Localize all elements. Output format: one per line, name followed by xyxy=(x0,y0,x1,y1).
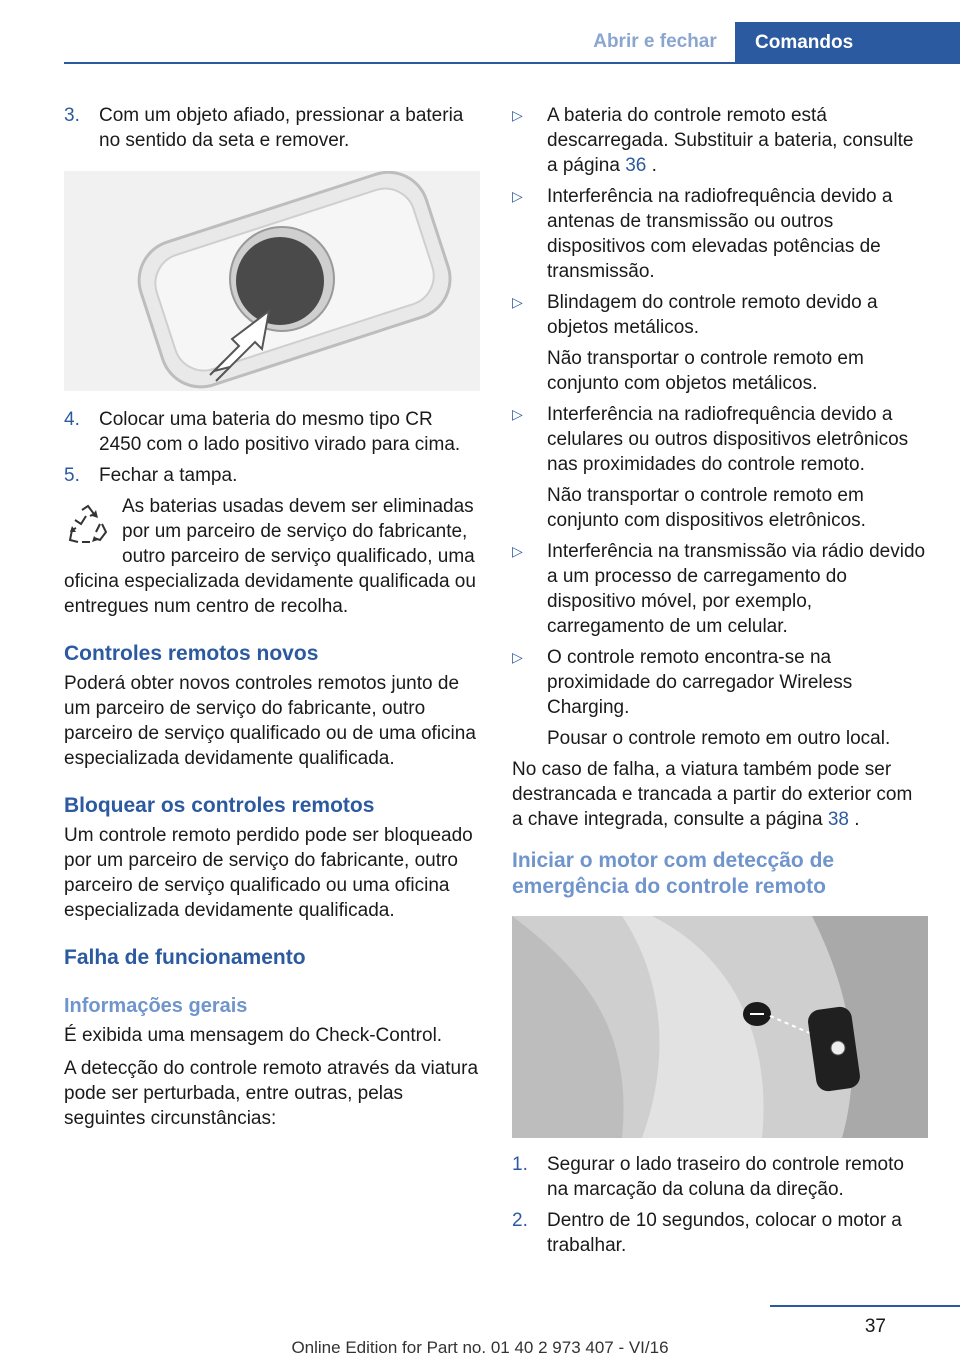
section-tab-comandos[interactable]: Comandos xyxy=(735,22,960,64)
bullet-text-end: . xyxy=(646,155,657,176)
bullet-text: Interferência na transmissão via rádio devido a um processo de carregamento do dispositivo móvel, por exemplo, carregamento de um celular. xyxy=(547,541,926,637)
bullet-triangle-icon: ▷ xyxy=(512,294,523,310)
bullet-triangle-icon: ▷ xyxy=(512,406,523,422)
footer-rule xyxy=(770,1305,960,1307)
step-4 xyxy=(64,407,480,457)
step-2 xyxy=(512,1208,928,1258)
step-text: Fechar a tampa. xyxy=(99,465,238,486)
bullet-sub-metal: Não transportar o controle remoto em conjunto com objetos metálicos. xyxy=(547,348,864,394)
footer-edition: Online Edition for Part no. 01 40 2 973 407 - VI/16 xyxy=(291,1338,669,1357)
recycling-text: As baterias usadas devem ser eliminadas por um parceiro de serviço do fabricante, outro parceiro de serviço qualificado, uma oficina especializada devidamente qualificada ou entregues num centro de recolha. xyxy=(64,496,476,617)
battery-removal-illustration xyxy=(64,171,480,391)
step-text: Colocar uma bateria do mesmo tipo CR 2450 com o lado positivo virado para cima. xyxy=(99,409,461,455)
paragraph-block-remotes: Um controle remoto perdido pode ser bloqueado por um parceiro de serviço do fabricante, outro parceiro de serviço qualificado ou uma oficina especializada devidamente qualificada. xyxy=(64,825,473,921)
step-number: 1. xyxy=(512,1154,528,1175)
section-tab-abrir-e-fechar[interactable]: Abrir e fechar xyxy=(593,31,717,52)
step-5 xyxy=(64,463,480,488)
bullet-text: Interferência na radiofrequência devido a antenas de transmissão ou outros dispositivos com elevadas potências de transmissão. xyxy=(547,186,893,282)
header-rule xyxy=(64,62,960,64)
heading-block-remotes: Bloquear os controles remotos xyxy=(64,794,375,817)
heading-malfunction: Falha de funcionamento xyxy=(64,946,306,969)
bullet-triangle-icon: ▷ xyxy=(512,188,523,204)
step-number: 3. xyxy=(64,105,80,126)
left-column xyxy=(64,103,480,1139)
right-column xyxy=(512,103,928,1264)
recycle-icon xyxy=(64,502,112,550)
step-number: 5. xyxy=(64,465,80,486)
bullet-sub-wireless: Pousar o controle remoto em outro local. xyxy=(547,728,891,749)
paragraph-text: No caso de falha, a viatura também pode ser destrancada e trancada a partir do exterior com a chave integrada, consulte a página xyxy=(512,759,913,830)
paragraph-check-control: É exibida uma mensagem do Check-Control. xyxy=(64,1025,443,1046)
bullet-battery-low xyxy=(512,103,928,178)
bullet-text: O controle remoto encontra-se na proximidade do carregador Wireless Charging. xyxy=(547,647,853,718)
page-link-36[interactable]: 36 xyxy=(625,155,647,176)
bullet-wireless-charging xyxy=(512,645,928,720)
step-number: 4. xyxy=(64,409,80,430)
bullet-sub-electronics: Não transportar o controle remoto em conjunto com dispositivos eletrônicos. xyxy=(547,485,866,531)
step-3 xyxy=(64,103,480,153)
recycling-note xyxy=(64,494,480,619)
bullet-triangle-icon: ▷ xyxy=(512,543,523,559)
page-number: 37 xyxy=(864,1316,886,1337)
bullet-metal-shielding xyxy=(512,290,928,340)
bullet-triangle-icon: ▷ xyxy=(512,107,523,123)
bullet-text: Interferência na radiofrequência devido a celulares ou outros dispositivos eletrônicos nas proximidades do controle remoto. xyxy=(547,404,909,475)
step-text: Segurar o lado traseiro do controle remoto na marcação da coluna da direção. xyxy=(547,1154,904,1200)
step-text: Com um objeto afiado, pressionar a bateria no sentido da seta e remover. xyxy=(99,105,464,151)
heading-emergency-start: Iniciar o motor com detecção de emergência do controle remoto xyxy=(512,849,835,898)
step-text: Dentro de 10 segundos, colocar o motor a trabalhar. xyxy=(547,1210,902,1256)
heading-general-info: Informações gerais xyxy=(64,995,248,1017)
paragraph-new-remotes: Poderá obter novos controles remotos junto de um parceiro de serviço do fabricante, outro parceiro de serviço qualificado ou de uma oficina especializada devidamente qualificada. xyxy=(64,673,476,769)
step-1 xyxy=(512,1152,928,1202)
paragraph-integrated-key xyxy=(512,757,928,832)
page-link-38[interactable]: 38 xyxy=(827,809,849,830)
bullet-text: A bateria do controle remoto está descarregada. Substituir a bateria, consulte a página xyxy=(547,105,914,176)
bullet-antenna-interference xyxy=(512,184,928,284)
bullet-text: Blindagem do controle remoto devido a objetos metálicos. xyxy=(547,292,878,338)
page-header xyxy=(0,0,960,64)
paragraph-text-end: . xyxy=(848,809,860,830)
paragraph-detection: A detecção do controle remoto através da viatura pode ser perturbada, entre outras, pelas seguintes circunstâncias: xyxy=(64,1058,479,1129)
bullet-charging-interference xyxy=(512,539,928,639)
steering-column-illustration xyxy=(512,916,928,1138)
bullet-triangle-icon: ▷ xyxy=(512,649,523,665)
bullet-phone-interference xyxy=(512,402,928,477)
heading-new-remotes: Controles remotos novos xyxy=(64,642,319,665)
step-number: 2. xyxy=(512,1210,528,1231)
